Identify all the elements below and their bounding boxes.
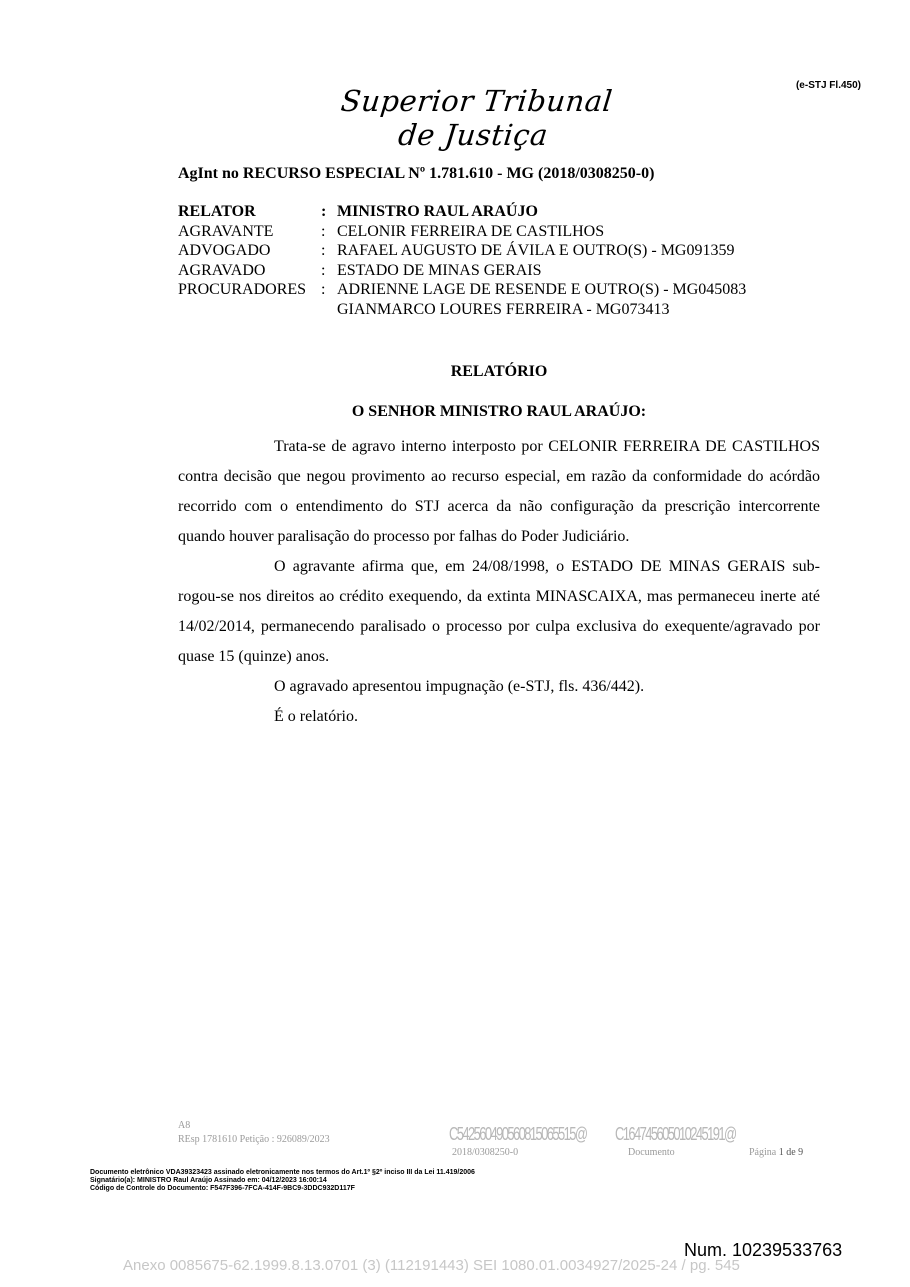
- barcode-document: C164745605010245191@: [615, 1124, 736, 1144]
- party-colon: :: [321, 222, 326, 240]
- page-label: Página: [749, 1147, 777, 1158]
- party-row-agravado: [178, 261, 746, 281]
- barcode-process: C542560490560815065515@: [449, 1124, 587, 1144]
- party-row-relator: [178, 202, 746, 222]
- barcode-process-caption: 2018/0308250-0: [452, 1147, 519, 1158]
- party-name: RAFAEL AUGUSTO DE ÁVILA E OUTRO(S) - MG091359: [337, 242, 735, 260]
- party-role: PROCURADORES: [178, 281, 307, 299]
- party-name: MINISTRO RAUL ARAÚJO: [337, 203, 538, 220]
- barcode-document-caption: Documento: [628, 1147, 675, 1158]
- party-colon: [321, 300, 337, 320]
- parties-block: [178, 202, 746, 320]
- party-name: ESTADO DE MINAS GERAIS: [337, 261, 542, 279]
- party-row-procuradores-cont: [178, 300, 746, 320]
- party-colon: :: [321, 203, 327, 220]
- party-colon: :: [321, 261, 326, 279]
- signature-line: Documento eletrônico VDA39323423 assinado eletronicamente nos termos do Art.1º §2º inciso III da Lei 11.419/2006: [90, 1169, 475, 1176]
- party-role: RELATOR: [178, 203, 256, 220]
- section-title: RELATÓRIO: [450, 363, 548, 380]
- footer-resp: REsp 1781610 Petição : 926089/2023: [178, 1134, 330, 1145]
- paragraph: Trata-se de agravo interno interposto por CELONIR FERREIRA DE CASTILHOS contra decisão que negou provimento ao recurso especial, em razão da conformidade do acórdão recorrido com o entendimento do STJ acerca da não configuração da prescrição intercorrente quando houver paralisação do processo por falhas do Poder Judiciário.: [178, 438, 820, 545]
- footer-code: A8: [178, 1120, 191, 1131]
- party-row-procuradores: [178, 280, 746, 300]
- party-row-advogado: [178, 241, 746, 261]
- case-title: AgInt no RECURSO ESPECIAL Nº 1.781.610 - MG (2018/0308250-0): [178, 165, 655, 182]
- signature-line: Código de Controle do Documento: F547F396-7FCA-414F-9BC9-3DDC932D117F: [90, 1185, 355, 1192]
- party-role: AGRAVADO: [178, 261, 266, 279]
- signature-block: [90, 1169, 475, 1193]
- report-body: [178, 432, 820, 732]
- party-role: ADVOGADO: [178, 242, 271, 260]
- party-name: CELONIR FERREIRA DE CASTILHOS: [337, 222, 605, 240]
- speaker-heading: O SENHOR MINISTRO RAUL ARAÚJO:: [351, 403, 647, 420]
- page-value: 1 de 9: [778, 1147, 804, 1158]
- efl-page-number: (e-STJ Fl.450): [795, 80, 861, 91]
- signature-line: Signatário(a): MINISTRO Raul Araújo Assinado em: 04/12/2023 16:00:14: [90, 1177, 327, 1184]
- party-colon: :: [321, 281, 326, 299]
- page-indicator: [749, 1147, 803, 1158]
- party-role: AGRAVANTE: [178, 222, 274, 240]
- paragraph: O agravado apresentou impugnação (e-STJ, fls. 436/442).: [274, 678, 645, 695]
- court-name-logo: Superior Tribunal de Justiça: [339, 84, 615, 152]
- paragraph: É o relatório.: [274, 708, 358, 725]
- party-colon: :: [321, 242, 326, 260]
- party-name: ADRIENNE LAGE DE RESENDE E OUTRO(S) - MG045083: [337, 281, 747, 299]
- party-row-agravante: [178, 222, 746, 242]
- paragraph: O agravante afirma que, em 24/08/1998, o ESTADO DE MINAS GERAIS sub-rogou-se nos direitos ao crédito exequendo, da extinta MINASCAIXA, mas permaneceu inerte até 14/02/2014, permanecendo paralisado o processo por culpa exclusiva do exequente/agravado por quase 15 (quinze) anos.: [178, 558, 820, 665]
- annex-stamp: Anexo 0085675-62.1999.8.13.0701 (3) (112191443) SEI 1080.01.0034927/2025-24 / pg. 545: [123, 1257, 740, 1274]
- party-name: GIANMARCO LOURES FERREIRA - MG073413: [337, 300, 670, 318]
- document-number: Num. 10239533763: [684, 1240, 843, 1260]
- party-role: [178, 300, 321, 320]
